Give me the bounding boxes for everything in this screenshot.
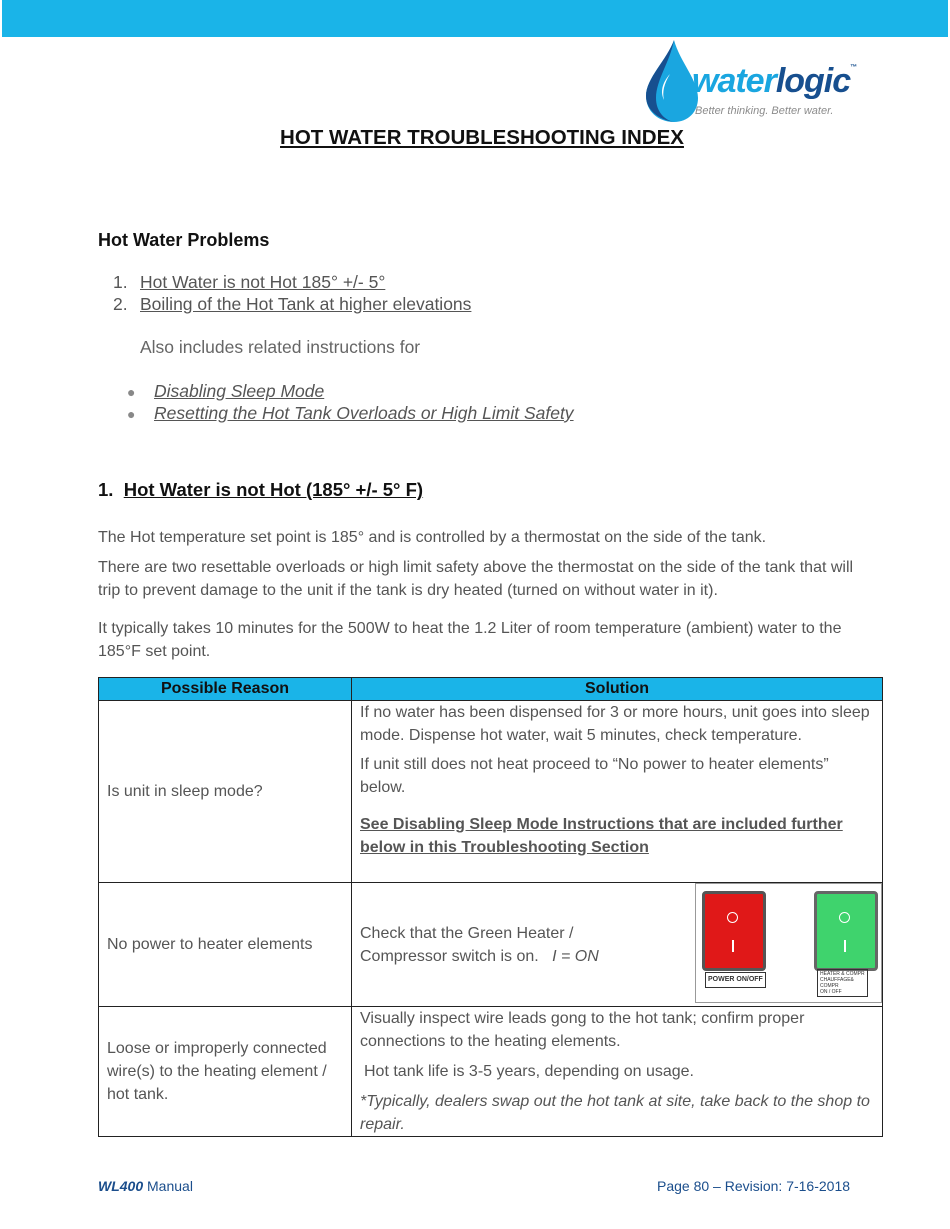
table-row xyxy=(99,701,883,883)
troubleshooting-table xyxy=(98,677,883,1137)
section1-heading xyxy=(98,479,423,501)
power-switch-label: POWER ON/OFF xyxy=(705,972,766,988)
solution-cell xyxy=(352,1007,883,1137)
table-row xyxy=(99,883,883,1007)
paragraph: It typically takes 10 minutes for the 500W to heat the 1.2 Liter of room temperature (ambient) water to the 185°F set point. xyxy=(98,620,842,660)
toc-link-boiling-hot-tank[interactable]: Boiling of the Hot Tank at higher elevations xyxy=(140,294,472,314)
column-header-solution: Solution xyxy=(352,678,883,701)
solution-text: Hot tank life is 3-5 years, depending on usage. xyxy=(364,1063,694,1080)
link-sleep-mode-instructions[interactable]: See Disabling Sleep Mode Instructions that are included further below in this Troubleshooting Section xyxy=(360,816,843,856)
bullet-item[interactable] xyxy=(127,403,574,424)
solution-cell xyxy=(352,701,883,883)
toc-item[interactable] xyxy=(113,294,471,315)
heater-switch-icon xyxy=(814,891,878,971)
solution-text: If unit still does not heat proceed to “No power to heater elements” below. xyxy=(360,756,829,796)
logo-tagline: Better thinking. Better water. xyxy=(695,105,834,117)
toc-item[interactable] xyxy=(113,272,385,293)
heater-switch-label: HEATER & COMPR CHAUFFAGE& COMPR ON / OFF xyxy=(817,969,868,997)
section1-number: 1. xyxy=(98,479,114,500)
footer-page-revision: Page 80 – Revision: 7-16-2018 xyxy=(657,1178,851,1194)
reason-cell: Is unit in sleep mode? xyxy=(99,701,352,883)
problems-heading: Hot Water Problems xyxy=(98,230,270,250)
link-resetting-overloads[interactable]: Resetting the Hot Tank Overloads or High Limit Safety xyxy=(154,403,574,423)
reason-cell: No power to heater elements xyxy=(99,883,352,1007)
bullet-icon: ● xyxy=(127,384,136,400)
paragraph: The Hot temperature set point is 185° and is controlled by a thermostat on the side of the tank. xyxy=(98,529,767,546)
waterlogic-logo xyxy=(640,38,855,122)
table-row xyxy=(99,1007,883,1137)
solution-text: Check that the Green Heater / Compressor switch is on. I = ON xyxy=(360,924,599,965)
footer-manual: WL400 Manual xyxy=(98,1178,193,1194)
power-switch-icon xyxy=(702,891,766,971)
toc-number: 1. xyxy=(113,272,128,292)
solution-text: Visually inspect wire leads gong to the hot tank; confirm proper connections to the heating elements. xyxy=(360,1010,805,1050)
paragraph: There are two resettable overloads or high limit safety above the thermostat on the side of the tank that will trip to prevent damage to the unit if the tank is dry heated (turned on without water in it). xyxy=(98,559,854,599)
solution-text: *Typically, dealers swap out the hot tank at site, take back to the shop to repair. xyxy=(360,1093,870,1133)
also-includes-text: Also includes related instructions for xyxy=(140,337,421,357)
bullet-icon: ● xyxy=(127,406,136,422)
logo-wordmark: waterlogic™ xyxy=(692,62,857,100)
solution-cell xyxy=(352,883,883,1007)
document-title: HOT WATER TROUBLESHOOTING INDEX xyxy=(280,126,684,149)
bullet-item[interactable] xyxy=(127,381,324,402)
solution-text: If no water has been dispensed for 3 or more hours, unit goes into sleep mode. Dispense hot water, wait 5 minutes, check temperature. xyxy=(360,704,870,744)
top-accent-bar xyxy=(2,0,948,37)
switch-photo xyxy=(695,883,882,1003)
section1-title: Hot Water is not Hot (185° +/- 5° F) xyxy=(123,479,424,500)
link-disabling-sleep-mode[interactable]: Disabling Sleep Mode xyxy=(154,381,325,401)
toc-link-hot-water-not-hot[interactable]: Hot Water is not Hot 185° +/- 5° xyxy=(140,272,386,292)
column-header-reason: Possible Reason xyxy=(99,678,352,701)
toc-number: 2. xyxy=(113,294,128,314)
table-header-row xyxy=(99,678,883,701)
reason-cell: Loose or improperly connected wire(s) to the heating element / hot tank. xyxy=(99,1007,352,1137)
